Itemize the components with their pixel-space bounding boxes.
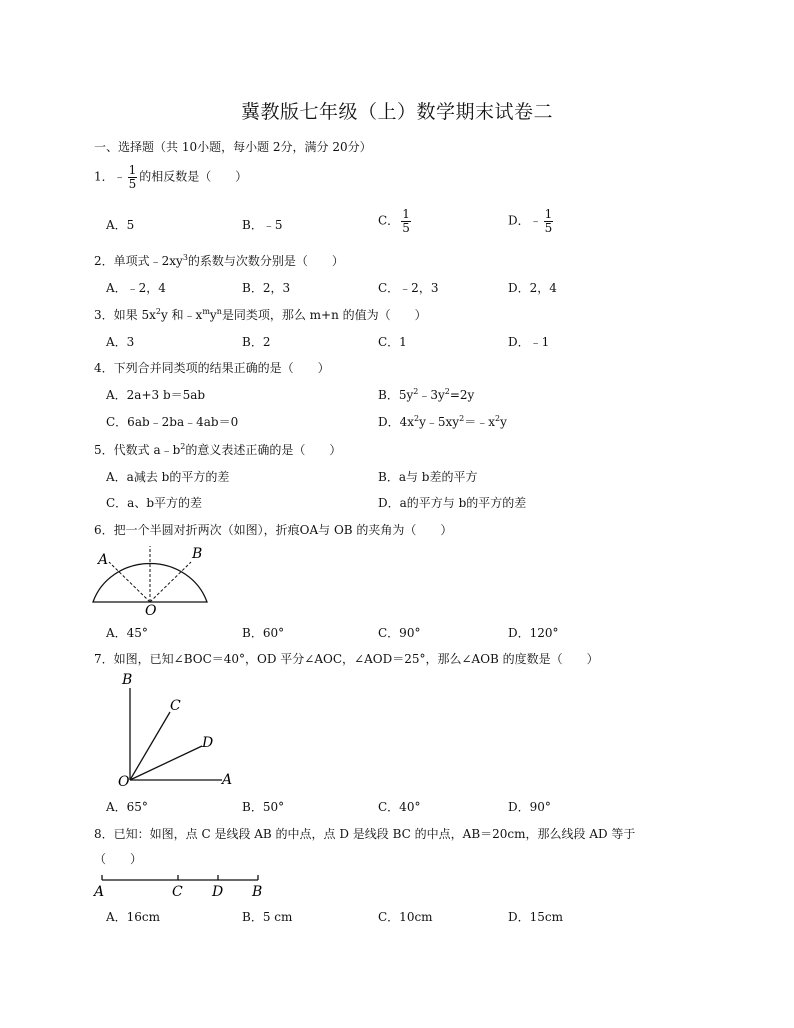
section-heading: 一、选择题（共 10小题，每小题 2分，满分 20分） [94, 140, 372, 154]
q5-stem-b: 的意义表述正确的是（ ） [185, 443, 342, 457]
q1-frac-den: 5 [128, 176, 137, 191]
q7-option-c[interactable]: C．40° [378, 800, 421, 814]
q2-option-a[interactable]: A．﹣2，4 [106, 281, 166, 295]
q4-d-sup3: 2 [494, 414, 501, 423]
q3-option-c[interactable]: C．1 [378, 335, 407, 349]
q1-d-den: 5 [544, 220, 553, 235]
question-8: 8．已知：如图，点 C 是线段 AB 的中点，点 D 是线段 BC 的中点，AB＝20cm，那么线段 AD 等于 [94, 827, 636, 841]
q1-stem: 的相反数是（ ） [139, 169, 248, 184]
q8-option-b[interactable]: B．5 cm [242, 910, 293, 924]
q2-option-c[interactable]: C．﹣2，3 [378, 281, 439, 295]
q3-stem-d: 是同类项，那么 m+n 的值为（ ） [221, 308, 427, 322]
q1-c-num: 1 [402, 207, 410, 221]
q3-sup1: 2 [155, 307, 161, 316]
q4-d-b: y﹣5xy [419, 415, 460, 429]
q6-option-d[interactable]: D．120° [508, 626, 559, 640]
question-7: 7．如图，已知∠BOC＝40°，OD 平分∠AOC，∠AOD＝25°，那么∠AOB 的度数是（ ） [94, 652, 599, 666]
q4-b-c: =2y [449, 388, 475, 402]
q1-d-fraction [544, 208, 554, 234]
question-1 [94, 164, 247, 190]
q7-label-o: O [118, 774, 130, 790]
q1-c-fraction [401, 208, 411, 234]
question-8-line2: （ ） [94, 852, 143, 866]
q3-stem-c: y [209, 308, 217, 322]
q4-b-a: B．5y [378, 388, 414, 402]
q6-label-a: A [98, 552, 109, 568]
q2-stem-b: 的系数与次数分别是（ ） [187, 254, 344, 268]
q6-label-b: B [192, 546, 203, 562]
q5-sup: 2 [180, 442, 186, 451]
q1-option-d[interactable] [508, 208, 555, 234]
q3-stem-b: y 和﹣x [160, 308, 203, 322]
q5-option-b[interactable]: B．a与 b差的平方 [378, 470, 478, 484]
q1-option-b[interactable]: B．﹣5 [242, 218, 283, 232]
q4-option-c[interactable]: C．6ab﹣2ba﹣4ab＝0 [106, 415, 239, 429]
q3-option-a[interactable]: A．3 [106, 335, 135, 349]
q6-option-b[interactable]: B．60° [242, 626, 285, 640]
q5-option-c[interactable]: C．a、b平方的差 [106, 496, 203, 510]
q7-label-d: D [202, 735, 214, 751]
q7-ray-od [130, 746, 202, 780]
q6-option-c[interactable]: C．90° [378, 626, 421, 640]
q6-label-o: O [145, 603, 157, 616]
q5-option-a[interactable]: A．a减去 b的平方的差 [106, 470, 230, 484]
q4-option-a[interactable]: A．2a+3 b＝5ab [106, 388, 206, 402]
q4-b-sup2: 2 [444, 387, 450, 396]
q2-option-b[interactable]: B．2，3 [242, 281, 291, 295]
q8-label-c: C [172, 884, 183, 900]
q1-frac-num: 1 [128, 163, 137, 177]
q7-label-a: A [222, 772, 233, 788]
question-5 [94, 441, 341, 458]
q4-d-d: y [500, 415, 507, 429]
q7-label-c: C [170, 698, 181, 714]
q8-label-a: A [94, 884, 105, 900]
q8-label-b: B [252, 884, 263, 900]
q1-c-label: C． [378, 213, 400, 228]
q8-option-c[interactable]: C．10cm [378, 910, 433, 924]
q4-option-d[interactable] [378, 413, 507, 430]
q7-angle-figure [112, 670, 242, 790]
q2-stem-a: 2．单项式﹣2xy [94, 254, 183, 268]
q2-option-d[interactable]: D．2，4 [508, 281, 557, 295]
q5-stem-a: 5．代数式 a﹣b [94, 443, 181, 457]
q4-b-sup1: 2 [413, 387, 419, 396]
q1-d-label: D．﹣ [508, 213, 542, 228]
q7-label-b: B [122, 672, 133, 688]
q1-option-c[interactable] [378, 208, 413, 234]
q3-option-b[interactable]: B．2 [242, 335, 271, 349]
q2-sup: 3 [182, 253, 188, 262]
page-title: 冀教版七年级（上）数学期末试卷二 [240, 101, 553, 123]
q8-option-a[interactable]: A．16cm [106, 910, 161, 924]
q8-segment-figure [90, 870, 270, 900]
q3-sup2: m [202, 307, 210, 316]
q6-fold-oa [109, 562, 150, 602]
q6-option-a[interactable]: A．45° [106, 626, 148, 640]
q5-option-d[interactable]: D．a的平方与 b的平方的差 [378, 496, 527, 510]
q8-label-d: D [212, 884, 224, 900]
q7-ray-oc [130, 712, 170, 780]
q4-d-c: ＝﹣x [464, 415, 495, 429]
q3-sup3: n [216, 307, 222, 316]
q4-b-b: ﹣3y [418, 388, 445, 402]
q7-option-b[interactable]: B．50° [242, 800, 285, 814]
question-4: 4．下列合并同类项的结果正确的是（ ） [94, 361, 330, 375]
q1-d-num: 1 [544, 207, 553, 221]
q1-neg: ﹣ [113, 169, 126, 184]
q6-fold-ob [150, 562, 191, 602]
q6-semicircle-figure [88, 542, 218, 616]
q4-d-sup1: 2 [414, 414, 420, 423]
q1-fraction [128, 164, 138, 190]
q4-d-sup2: 2 [459, 414, 465, 423]
q4-option-b[interactable] [378, 386, 474, 403]
q1-c-den: 5 [402, 220, 410, 235]
q1-option-a[interactable]: A．5 [106, 218, 135, 232]
q4-d-a: D．4x [378, 415, 415, 429]
q3-option-d[interactable]: D．﹣1 [508, 335, 550, 349]
q1-number: 1． [94, 169, 114, 184]
question-6: 6．把一个半圆对折两次（如图），折痕OA与 OB 的夹角为（ ） [94, 523, 453, 537]
q7-option-d[interactable]: D．90° [508, 800, 551, 814]
q8-option-d[interactable]: D．15cm [508, 910, 563, 924]
q7-option-a[interactable]: A．65° [106, 800, 148, 814]
question-3 [94, 306, 427, 323]
question-2 [94, 252, 344, 269]
q3-stem-a: 3．如果 5x [94, 308, 156, 322]
